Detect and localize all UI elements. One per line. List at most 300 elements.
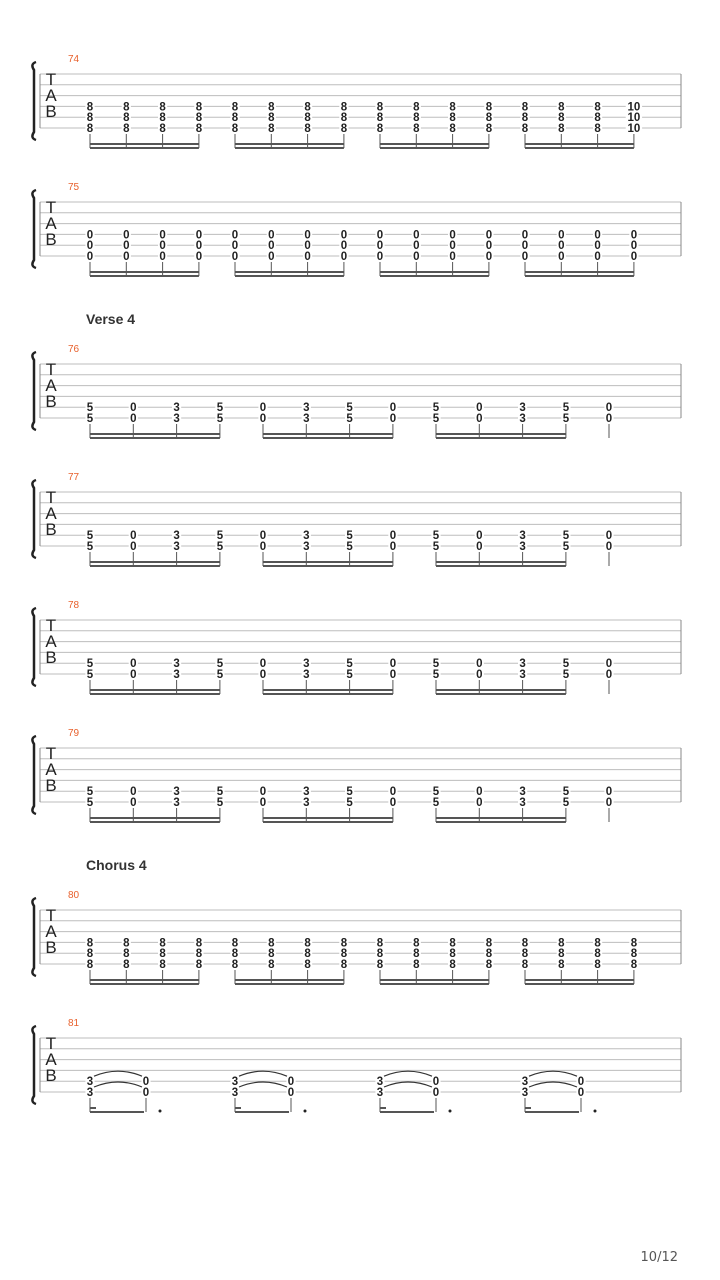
system-bracket: [32, 62, 36, 140]
fret-number: 8: [413, 101, 420, 114]
fret-number: 0: [605, 658, 613, 671]
fret-number: 0: [485, 251, 493, 263]
tab-clef-letter: B: [45, 938, 57, 957]
fret-number: 8: [195, 937, 203, 950]
fret-number: 0: [521, 240, 529, 253]
fret-number: 8: [485, 112, 493, 125]
fret-number: 0: [268, 240, 275, 253]
fret-number: 5: [432, 658, 440, 671]
fret-number: 8: [268, 101, 275, 114]
fret-number: 8: [159, 112, 166, 125]
fret-number: 3: [521, 1076, 529, 1089]
fret-number: 0: [594, 251, 601, 263]
tab-clef-letter: A: [45, 504, 57, 523]
fret-number: 0: [304, 251, 311, 263]
fret-number: 8: [449, 937, 456, 950]
fret-number: 0: [521, 251, 529, 263]
fret-number: 5: [432, 530, 440, 543]
fret-number: 0: [231, 240, 239, 253]
tab-system-79: [32, 728, 681, 822]
fret-number: 0: [86, 240, 94, 253]
fret-number: 8: [159, 123, 166, 135]
fret-number: 8: [86, 937, 94, 950]
fret-number: 5: [562, 541, 570, 553]
fret-number: 0: [558, 229, 565, 242]
fret-number: 0: [130, 530, 137, 543]
fret-number: 5: [86, 797, 94, 809]
fret-number: 5: [562, 797, 570, 809]
slur: [384, 1071, 432, 1076]
tab-system-76: [32, 311, 681, 438]
fret-number: 8: [268, 937, 275, 950]
tab-clef-letter: A: [45, 760, 57, 779]
fret-number: 3: [376, 1087, 384, 1099]
fret-number: 8: [594, 948, 601, 961]
fret-number: 0: [605, 669, 613, 681]
fret-number: 3: [303, 402, 310, 415]
fret-number: 10: [627, 123, 641, 135]
fret-number: 8: [268, 948, 275, 961]
system-bracket: [32, 898, 36, 976]
fret-number: 3: [519, 669, 526, 681]
fret-number: 3: [376, 1076, 384, 1089]
fret-number: 8: [413, 123, 420, 135]
tab-clef-letter: A: [45, 1050, 57, 1069]
fret-number: 8: [304, 948, 311, 961]
fret-number: 8: [449, 123, 456, 135]
fret-number: 8: [86, 948, 94, 961]
fret-number: 8: [521, 123, 529, 135]
fret-number: 8: [594, 112, 601, 125]
fret-number: 0: [195, 229, 203, 242]
fret-number: 8: [630, 948, 638, 961]
fret-number: 8: [231, 123, 239, 135]
fret-number: 8: [340, 101, 348, 114]
fret-number: 5: [346, 786, 353, 799]
fret-number: 5: [216, 658, 224, 671]
fret-number: 8: [159, 937, 166, 950]
fret-number: 3: [303, 669, 310, 681]
fret-number: 8: [521, 112, 529, 125]
fret-number: 8: [231, 101, 239, 114]
fret-number: 0: [195, 251, 203, 263]
section-label: Chorus 4: [86, 857, 147, 873]
fret-number: 0: [577, 1076, 585, 1089]
fret-number: 8: [594, 959, 601, 971]
fret-number: 8: [594, 937, 601, 950]
fret-number: 8: [304, 101, 311, 114]
measure-number: 77: [68, 472, 80, 483]
fret-number: 0: [476, 658, 483, 671]
fret-number: 0: [142, 1076, 150, 1089]
fret-number: 0: [123, 251, 130, 263]
slur: [384, 1082, 432, 1087]
fret-number: 0: [195, 240, 203, 253]
fret-number: 0: [130, 541, 137, 553]
fret-number: 3: [303, 797, 310, 809]
fret-number: 0: [376, 229, 384, 242]
fret-number: 8: [159, 948, 166, 961]
tab-clef-letter: T: [45, 1034, 57, 1053]
fret-number: 0: [605, 413, 613, 425]
fret-number: 8: [304, 959, 311, 971]
fret-number: 8: [159, 959, 166, 971]
tab-clef-letter: B: [45, 392, 57, 411]
fret-number: 5: [86, 413, 94, 425]
fret-number: 3: [303, 413, 310, 425]
fret-number: 10: [627, 112, 641, 125]
fret-number: 0: [123, 240, 130, 253]
fret-number: 0: [304, 229, 311, 242]
fret-number: 0: [304, 240, 311, 253]
fret-number: 0: [130, 669, 137, 681]
fret-number: 8: [630, 959, 638, 971]
fret-number: 3: [173, 786, 180, 799]
fret-number: 5: [216, 541, 224, 553]
fret-number: 8: [123, 948, 130, 961]
tab-clef-letter: B: [45, 648, 57, 667]
fret-number: 0: [287, 1087, 295, 1099]
measure-number: 79: [68, 728, 80, 739]
fret-number: 0: [449, 229, 456, 242]
fret-number: 8: [123, 937, 130, 950]
fret-number: 8: [123, 959, 130, 971]
fret-number: 0: [376, 240, 384, 253]
fret-number: 0: [259, 669, 267, 681]
fret-number: 5: [562, 402, 570, 415]
measure-number: 74: [68, 54, 80, 65]
tab-clef-letter: A: [45, 376, 57, 395]
fret-number: 3: [519, 658, 526, 671]
fret-number: 5: [432, 402, 440, 415]
fret-number: 0: [231, 251, 239, 263]
fret-number: 5: [562, 669, 570, 681]
fret-number: 3: [173, 530, 180, 543]
tab-clef-letter: T: [45, 906, 57, 925]
fret-number: 8: [195, 948, 203, 961]
fret-number: 0: [389, 786, 397, 799]
system-bracket: [32, 608, 36, 686]
fret-number: 8: [340, 959, 348, 971]
tab-clef-letter: T: [45, 360, 57, 379]
fret-number: 0: [476, 413, 483, 425]
fret-number: 0: [630, 240, 638, 253]
dot: [449, 1110, 452, 1113]
fret-number: 0: [259, 786, 267, 799]
fret-number: 3: [519, 797, 526, 809]
fret-number: 5: [346, 402, 353, 415]
tab-clef-letter: B: [45, 102, 57, 121]
measure-number: 80: [68, 890, 80, 901]
fret-number: 8: [86, 959, 94, 971]
section-label: Verse 4: [86, 311, 136, 327]
fret-number: 0: [413, 251, 420, 263]
fret-number: 0: [287, 1076, 295, 1089]
fret-number: 0: [376, 251, 384, 263]
fret-number: 5: [86, 402, 94, 415]
fret-number: 0: [630, 229, 638, 242]
fret-number: 0: [476, 786, 483, 799]
fret-number: 3: [519, 541, 526, 553]
fret-number: 0: [432, 1076, 440, 1089]
fret-number: 5: [346, 541, 353, 553]
fret-number: 5: [86, 530, 94, 543]
fret-number: 3: [303, 530, 310, 543]
fret-number: 8: [485, 101, 493, 114]
fret-number: 8: [376, 123, 384, 135]
fret-number: 8: [521, 959, 529, 971]
fret-number: 0: [389, 797, 397, 809]
tab-clef-letter: B: [45, 1066, 57, 1085]
fret-number: 8: [304, 123, 311, 135]
fret-number: 0: [476, 669, 483, 681]
fret-number: 8: [558, 948, 565, 961]
fret-number: 5: [216, 402, 224, 415]
fret-number: 8: [376, 948, 384, 961]
fret-number: 5: [216, 786, 224, 799]
fret-number: 8: [340, 112, 348, 125]
fret-number: 0: [476, 797, 483, 809]
page-number: 10/12: [640, 1250, 678, 1265]
fret-number: 8: [86, 101, 94, 114]
fret-number: 5: [86, 541, 94, 553]
fret-number: 0: [389, 402, 397, 415]
fret-number: 5: [86, 658, 94, 671]
fret-number: 5: [562, 786, 570, 799]
fret-number: 5: [432, 413, 440, 425]
dot: [304, 1110, 307, 1113]
fret-number: 5: [346, 669, 353, 681]
fret-number: 0: [259, 541, 267, 553]
fret-number: 5: [346, 797, 353, 809]
fret-number: 8: [413, 959, 420, 971]
tab-clef-letter: A: [45, 632, 57, 651]
fret-number: 8: [159, 101, 166, 114]
fret-number: 0: [389, 413, 397, 425]
fret-number: 0: [231, 229, 239, 242]
fret-number: 8: [413, 112, 420, 125]
fret-number: 8: [86, 112, 94, 125]
fret-number: 8: [123, 101, 130, 114]
tab-system-81: [32, 1018, 681, 1113]
fret-number: 8: [485, 123, 493, 135]
fret-number: 0: [605, 797, 613, 809]
fret-number: 5: [346, 530, 353, 543]
slur: [529, 1082, 577, 1087]
fret-number: 8: [594, 101, 601, 114]
fret-number: 0: [630, 251, 638, 263]
fret-number: 3: [519, 530, 526, 543]
fret-number: 8: [485, 959, 493, 971]
fret-number: 8: [376, 101, 384, 114]
fret-number: 3: [173, 402, 180, 415]
tab-system-75: [32, 182, 681, 276]
fret-number: 3: [86, 1076, 94, 1089]
measure-number: 75: [68, 182, 80, 193]
fret-number: 3: [86, 1087, 94, 1099]
dot: [159, 1110, 162, 1113]
fret-number: 8: [195, 101, 203, 114]
measure-number: 81: [68, 1018, 80, 1029]
fret-number: 0: [130, 797, 137, 809]
slur: [94, 1082, 142, 1087]
fret-number: 0: [521, 229, 529, 242]
slur: [529, 1071, 577, 1076]
fret-number: 0: [259, 413, 267, 425]
fret-number: 0: [86, 229, 94, 242]
fret-number: 0: [413, 240, 420, 253]
fret-number: 0: [476, 530, 483, 543]
fret-number: 5: [562, 413, 570, 425]
fret-number: 5: [432, 541, 440, 553]
fret-number: 8: [195, 112, 203, 125]
fret-number: 3: [519, 402, 526, 415]
fret-number: 0: [476, 402, 483, 415]
fret-number: 3: [303, 786, 310, 799]
tab-system-74: [32, 54, 681, 148]
system-bracket: [32, 1026, 36, 1104]
fret-number: 0: [485, 240, 493, 253]
fret-number: 0: [594, 229, 601, 242]
fret-number: 0: [449, 251, 456, 263]
fret-number: 5: [432, 797, 440, 809]
tab-clef-letter: A: [45, 922, 57, 941]
fret-number: 5: [432, 669, 440, 681]
fret-number: 0: [159, 229, 166, 242]
fret-number: 8: [413, 937, 420, 950]
fret-number: 8: [231, 112, 239, 125]
system-bracket: [32, 736, 36, 814]
slur: [239, 1071, 287, 1076]
fret-number: 5: [86, 786, 94, 799]
fret-number: 5: [216, 797, 224, 809]
fret-number: 0: [259, 402, 267, 415]
fret-number: 0: [268, 251, 275, 263]
fret-number: 8: [449, 948, 456, 961]
fret-number: 0: [268, 229, 275, 242]
fret-number: 0: [389, 530, 397, 543]
fret-number: 5: [346, 413, 353, 425]
fret-number: 8: [376, 937, 384, 950]
fret-number: 8: [558, 959, 565, 971]
fret-number: 0: [577, 1087, 585, 1099]
fret-number: 5: [216, 413, 224, 425]
fret-number: 8: [594, 123, 601, 135]
tab-clef-letter: A: [45, 214, 57, 233]
fret-number: 8: [195, 959, 203, 971]
fret-number: 8: [268, 112, 275, 125]
fret-number: 8: [521, 937, 529, 950]
fret-number: 10: [627, 101, 641, 114]
fret-number: 0: [159, 240, 166, 253]
fret-number: 0: [123, 229, 130, 242]
tab-clef-letter: T: [45, 198, 57, 217]
fret-number: 3: [303, 541, 310, 553]
fret-number: 3: [303, 658, 310, 671]
fret-number: 3: [173, 658, 180, 671]
slur: [94, 1071, 142, 1076]
fret-number: 0: [389, 669, 397, 681]
fret-number: 5: [562, 530, 570, 543]
tab-clef-letter: B: [45, 520, 57, 539]
fret-number: 0: [449, 240, 456, 253]
measure-number: 76: [68, 344, 80, 355]
fret-number: 8: [268, 959, 275, 971]
fret-number: 0: [130, 658, 137, 671]
tab-clef-letter: A: [45, 86, 57, 105]
tab-clef-letter: T: [45, 488, 57, 507]
fret-number: 5: [562, 658, 570, 671]
fret-number: 0: [432, 1087, 440, 1099]
fret-number: 5: [86, 669, 94, 681]
dot: [594, 1110, 597, 1113]
fret-number: 8: [340, 123, 348, 135]
fret-number: 0: [259, 658, 267, 671]
fret-number: 8: [376, 959, 384, 971]
system-bracket: [32, 190, 36, 268]
fret-number: 8: [340, 948, 348, 961]
fret-number: 3: [519, 413, 526, 425]
fret-number: 8: [268, 123, 275, 135]
fret-number: 8: [449, 112, 456, 125]
fret-number: 0: [476, 541, 483, 553]
fret-number: 8: [86, 123, 94, 135]
fret-number: 0: [485, 229, 493, 242]
fret-number: 8: [123, 112, 130, 125]
fret-number: 0: [413, 229, 420, 242]
fret-number: 3: [173, 797, 180, 809]
tab-clef-letter: B: [45, 776, 57, 795]
fret-number: 8: [231, 959, 239, 971]
measure-number: 78: [68, 600, 80, 611]
fret-number: 0: [340, 251, 348, 263]
tab-clef-letter: B: [45, 230, 57, 249]
fret-number: 8: [340, 937, 348, 950]
fret-number: 0: [389, 541, 397, 553]
fret-number: 8: [231, 937, 239, 950]
fret-number: 8: [449, 959, 456, 971]
tab-system-77: [32, 472, 681, 566]
fret-number: 0: [142, 1087, 150, 1099]
fret-number: 8: [558, 112, 565, 125]
fret-number: 0: [389, 658, 397, 671]
tab-system-80: [32, 857, 681, 984]
system-bracket: [32, 352, 36, 430]
fret-number: 3: [173, 669, 180, 681]
tab-system-78: [32, 600, 681, 694]
fret-number: 8: [521, 948, 529, 961]
fret-number: 8: [558, 937, 565, 950]
fret-number: 0: [558, 240, 565, 253]
fret-number: 3: [173, 413, 180, 425]
fret-number: 0: [605, 786, 613, 799]
fret-number: 0: [605, 402, 613, 415]
fret-number: 0: [605, 541, 613, 553]
fret-number: 8: [558, 123, 565, 135]
fret-number: 5: [432, 786, 440, 799]
fret-number: 8: [630, 937, 638, 950]
system-bracket: [32, 480, 36, 558]
fret-number: 0: [130, 413, 137, 425]
fret-number: 8: [231, 948, 239, 961]
fret-number: 8: [376, 112, 384, 125]
fret-number: 0: [130, 786, 137, 799]
fret-number: 8: [558, 101, 565, 114]
fret-number: 8: [449, 101, 456, 114]
fret-number: 0: [259, 530, 267, 543]
fret-number: 5: [216, 530, 224, 543]
fret-number: 5: [216, 669, 224, 681]
